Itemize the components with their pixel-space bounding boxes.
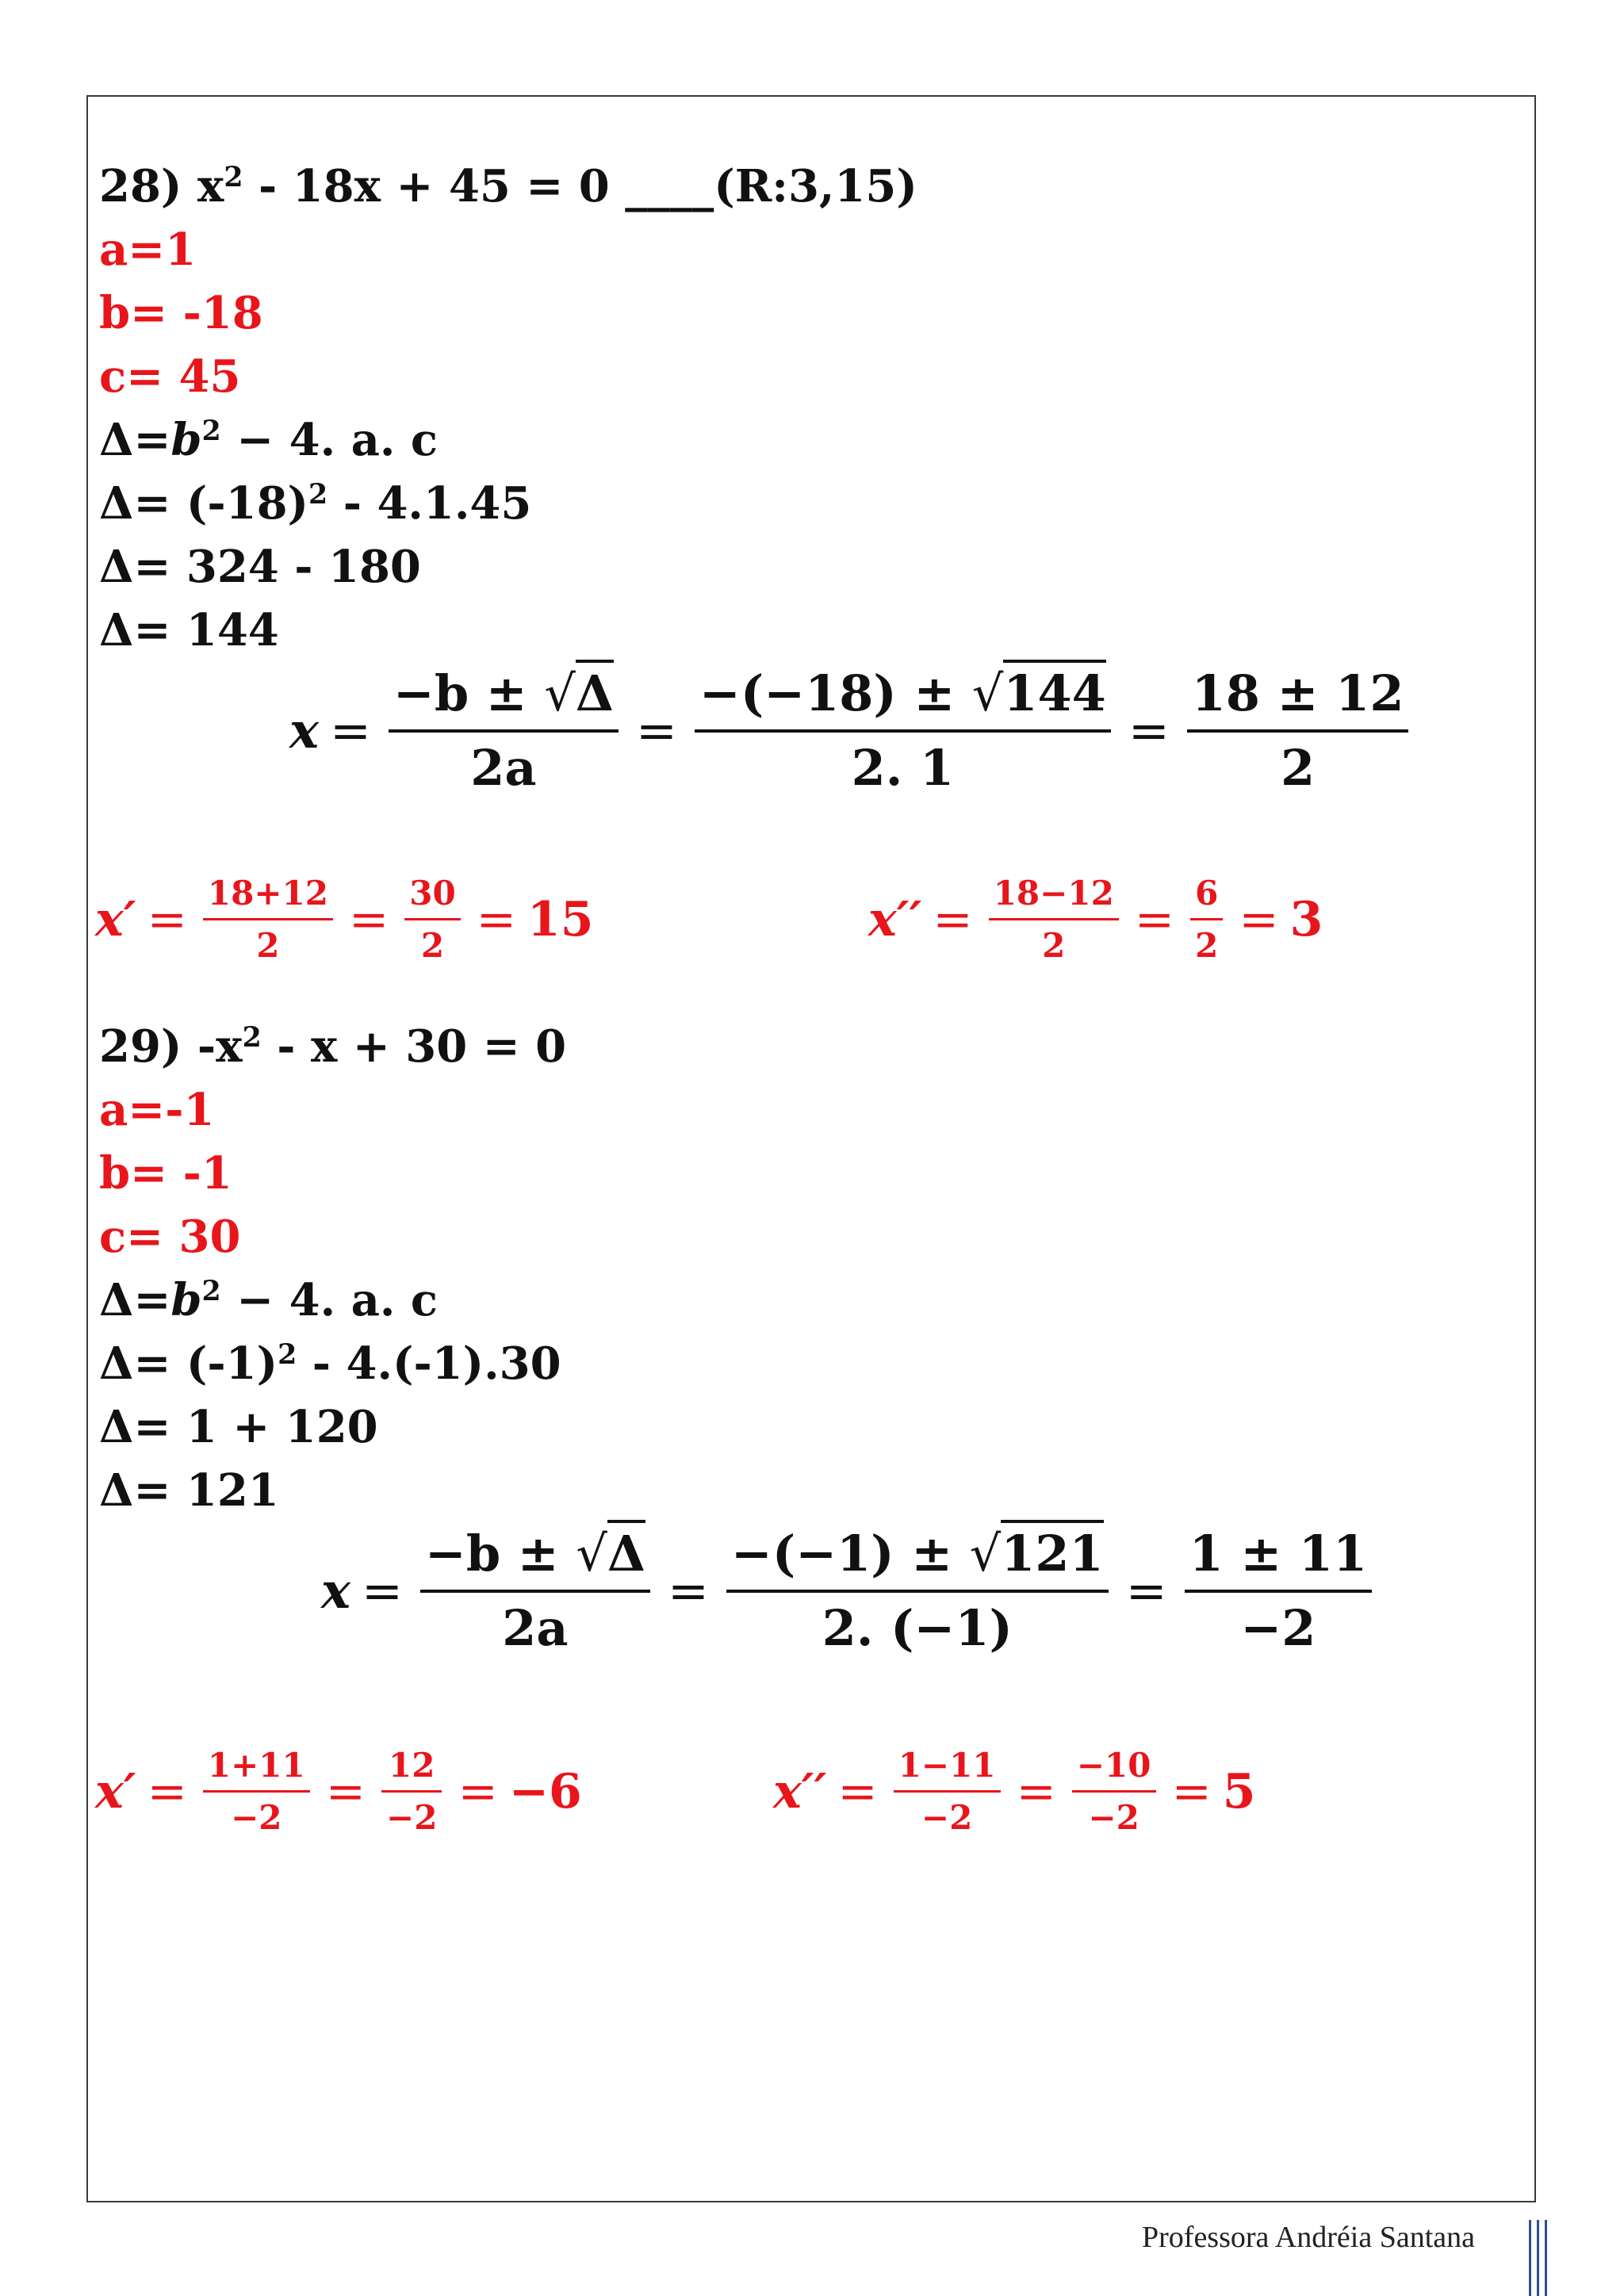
radical-icon: √ xyxy=(544,664,576,722)
fraction-denominator: 2. 1 xyxy=(851,738,955,797)
fraction-simplified xyxy=(1187,658,1409,804)
delta-exponent: 2 xyxy=(201,1274,221,1307)
square-root xyxy=(970,1518,1104,1590)
fraction-denominator: −2 xyxy=(921,1798,973,1837)
problem-28-exponent: 2 xyxy=(224,160,243,193)
root-result: −6 xyxy=(508,1763,582,1820)
fraction-numerator: 1+11 xyxy=(203,1740,310,1793)
fraction-denominator: 2 xyxy=(1042,926,1066,965)
fraction-denominator: 2a xyxy=(470,738,537,797)
fraction-numerator xyxy=(726,1518,1109,1593)
root-fraction xyxy=(1072,1740,1156,1843)
numerator-text: −(−18) ± xyxy=(699,664,972,722)
root-fraction xyxy=(404,868,460,970)
footer-author: Professora Andréia Santana xyxy=(1142,2221,1475,2254)
problem-29-rest: - x + 30 = 0 xyxy=(261,1020,567,1073)
equals-sign: = xyxy=(476,891,516,947)
fraction-denominator: 2 xyxy=(1195,926,1219,965)
fraction-denominator: 2a xyxy=(502,1598,569,1657)
delta-exponent: 2 xyxy=(201,414,221,447)
formula-x: x xyxy=(289,702,319,760)
fraction-numerator xyxy=(420,1518,650,1593)
fraction-denominator: −2 xyxy=(1240,1598,1316,1657)
delta-rest: − 4. a. c xyxy=(220,1274,438,1326)
root-result: 5 xyxy=(1222,1763,1256,1820)
problem-29-label: 29) -x xyxy=(99,1020,243,1073)
problem-28-delta-substitution xyxy=(99,472,531,535)
root-result: 3 xyxy=(1289,891,1323,947)
problem-28-root-x2 xyxy=(868,868,1323,970)
equals-sign: = xyxy=(329,702,371,760)
fraction-denominator: 2 xyxy=(256,926,280,965)
radical-icon: √ xyxy=(969,1525,1002,1582)
problem-28-coef-c: c= 45 xyxy=(99,350,241,403)
fraction-substituted xyxy=(726,1518,1109,1664)
radical-icon: √ xyxy=(971,664,1004,722)
radicand: Δ xyxy=(576,660,614,722)
equals-sign: = xyxy=(667,1562,709,1621)
problem-28-statement xyxy=(99,155,917,218)
root-fraction xyxy=(203,868,333,970)
radicand: Δ xyxy=(607,1520,645,1582)
equals-sign: = xyxy=(147,1763,187,1820)
equals-sign: = xyxy=(458,1763,498,1820)
radicand: 144 xyxy=(1003,660,1105,722)
fraction-numerator: 18 ± 12 xyxy=(1187,658,1409,733)
fraction-denominator: 2 xyxy=(420,926,445,965)
equals-sign: = xyxy=(1128,702,1170,760)
fraction-numerator: −10 xyxy=(1072,1740,1156,1793)
root-fraction xyxy=(989,868,1119,970)
problem-28-coef-b: b= -18 xyxy=(99,287,263,339)
fraction-denominator: −2 xyxy=(231,1798,282,1837)
fraction-denominator: 2 xyxy=(1281,738,1316,797)
root-label: x′′ xyxy=(868,891,922,947)
radical-icon: √ xyxy=(576,1525,607,1582)
problem-29-bhaskara xyxy=(321,1518,1378,1664)
delta-sub-exponent: 2 xyxy=(308,477,328,511)
square-root xyxy=(576,1518,645,1590)
problem-29-delta-calc: Δ= 1 + 120 xyxy=(99,1401,378,1453)
delta-prefix: Δ= xyxy=(99,414,171,466)
delta-sub-prefix: Δ= (-1) xyxy=(99,1337,278,1390)
fraction-numerator xyxy=(695,658,1111,733)
problem-28-rest: - 18x + 45 = 0 ____(R:3,15) xyxy=(243,160,917,212)
fraction-denominator: 2. (−1) xyxy=(822,1598,1013,1657)
root-fraction xyxy=(381,1740,442,1843)
fraction-numerator: 30 xyxy=(404,868,460,920)
equals-sign: = xyxy=(837,1763,878,1820)
equals-sign: = xyxy=(1016,1763,1056,1820)
problem-29-delta-result: Δ= 121 xyxy=(99,1464,279,1517)
square-root xyxy=(972,658,1106,729)
fraction-denominator: −2 xyxy=(386,1798,438,1837)
root-label: x′′ xyxy=(773,1763,827,1820)
equals-sign: = xyxy=(1171,1763,1212,1820)
square-root xyxy=(544,658,614,729)
equals-sign: = xyxy=(325,1763,366,1820)
fraction-numerator: 1 ± 11 xyxy=(1185,1518,1373,1593)
formula-x: x xyxy=(321,1562,350,1621)
root-result: 15 xyxy=(527,891,594,947)
numerator-text: −b ± xyxy=(424,1525,576,1582)
equals-sign: = xyxy=(1134,891,1175,947)
problem-28-delta-formula xyxy=(99,408,438,472)
fraction-simplified xyxy=(1185,1518,1373,1664)
delta-rest: − 4. a. c xyxy=(220,414,438,466)
delta-sub-rest: - 4.1.45 xyxy=(327,477,532,530)
problem-28-delta-calc: Δ= 324 - 180 xyxy=(99,541,421,593)
root-fraction xyxy=(894,1740,1001,1843)
problem-28-coef-a: a=1 xyxy=(99,224,197,276)
delta-b: b xyxy=(170,1274,202,1326)
fraction-numerator: 1−11 xyxy=(894,1740,1001,1793)
fraction-numerator: 18−12 xyxy=(989,868,1119,920)
fraction-general xyxy=(420,1518,650,1664)
footer-decoration-line xyxy=(1529,2220,1531,2296)
problem-29-root-x1 xyxy=(95,1740,582,1843)
numerator-text: −b ± xyxy=(393,664,545,722)
equals-sign: = xyxy=(348,891,389,947)
numerator-text: −(−1) ± xyxy=(730,1525,970,1582)
fraction-numerator: 6 xyxy=(1190,868,1223,920)
problem-29-coef-a: a=-1 xyxy=(99,1084,215,1136)
problem-29-delta-substitution xyxy=(99,1332,561,1395)
problem-29-statement xyxy=(99,1015,566,1078)
root-label: x′ xyxy=(95,891,136,947)
radicand: 121 xyxy=(1001,1520,1103,1582)
problem-29-coef-b: b= -1 xyxy=(99,1147,232,1200)
fraction-general xyxy=(389,658,619,804)
problem-29-coef-c: c= 30 xyxy=(99,1211,241,1263)
fraction-numerator xyxy=(389,658,619,733)
fraction-denominator: −2 xyxy=(1088,1798,1139,1837)
root-fraction xyxy=(1190,868,1223,970)
problem-28-label: 28) x xyxy=(99,160,224,212)
fraction-substituted xyxy=(695,658,1111,804)
equals-sign: = xyxy=(147,891,187,947)
fraction-numerator: 18+12 xyxy=(203,868,333,920)
delta-sub-prefix: Δ= (-18) xyxy=(99,477,309,530)
problem-28-root-x1 xyxy=(95,868,593,970)
root-fraction xyxy=(203,1740,310,1843)
problem-28-delta-result: Δ= 144 xyxy=(99,604,279,656)
problem-28-bhaskara xyxy=(289,658,1415,804)
fraction-numerator: 12 xyxy=(381,1740,442,1793)
delta-sub-exponent: 2 xyxy=(278,1337,297,1371)
equals-sign: = xyxy=(635,702,677,760)
delta-prefix: Δ= xyxy=(99,1274,171,1326)
equals-sign: = xyxy=(933,891,973,947)
problem-29-delta-formula xyxy=(99,1269,438,1332)
equals-sign: = xyxy=(1239,891,1279,947)
equals-sign: = xyxy=(1125,1562,1167,1621)
root-label: x′ xyxy=(95,1763,136,1820)
delta-sub-rest: - 4.(-1).30 xyxy=(297,1337,561,1390)
problem-29-exponent: 2 xyxy=(242,1020,262,1054)
delta-b: b xyxy=(170,414,202,466)
equals-sign: = xyxy=(361,1562,403,1621)
problem-29-root-x2 xyxy=(773,1740,1256,1843)
footer-decoration-line xyxy=(1537,2220,1539,2296)
footer-decoration-line xyxy=(1545,2220,1547,2296)
